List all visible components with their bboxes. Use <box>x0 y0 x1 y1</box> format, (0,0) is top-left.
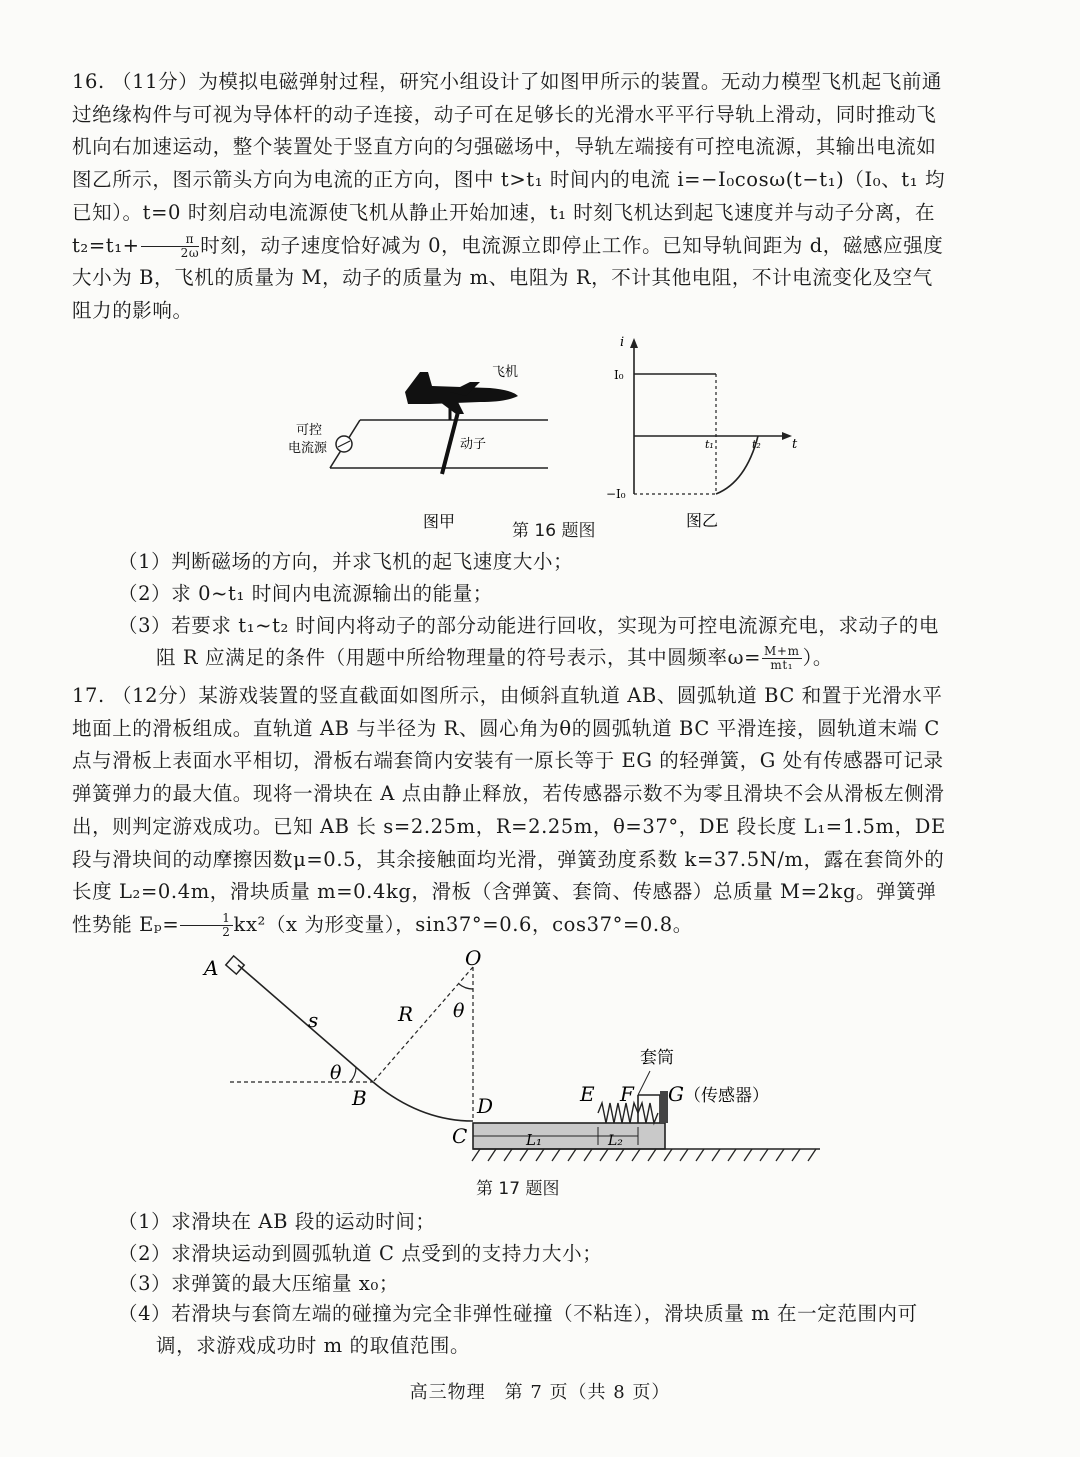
fig-b-caption: 图乙 <box>686 511 719 530</box>
q17-figure-caption: 第 17 题图 <box>476 1179 560 1199</box>
label-F: F <box>620 1082 634 1106</box>
source-label-1: 可控 <box>296 423 323 438</box>
q16-fraction: $\frac{\pi}{2\omega}$ <box>141 233 200 260</box>
label-L1: L₁ <box>526 1131 542 1149</box>
label-O: O <box>465 946 482 970</box>
label-R: R <box>398 1002 414 1026</box>
q17-figure <box>190 945 840 1175</box>
t1-label: t₁ <box>705 438 714 451</box>
page-footer: 高三物理 第 7 页（共 8 页） <box>409 1382 671 1403</box>
i-axis-label: i <box>620 335 625 350</box>
q16-figure-caption: 第 16 题图 <box>512 521 596 541</box>
label-L2: L₂ <box>608 1133 623 1149</box>
q16-sub3: （3）若要求 t₁~t₂ 时间内将动子的部分动能进行回收，实现为可控电流源充电，求动子的电 阻 R 应满足的条件（用题中所给物理量的符号表示，其中圆频率ω= $\frac{M+m}{\text{mt₁}}$ ）。 <box>118 614 939 672</box>
q17-sub1: （1）求滑块在 AB 段的运动时间； <box>118 1210 436 1233</box>
t-axis-label: t <box>792 437 798 452</box>
q17-fraction: $\frac{1}{2}$ <box>180 912 232 939</box>
fig-a-caption: 图甲 <box>423 512 456 531</box>
label-A: A <box>204 956 219 980</box>
label-sensor: （传感器） <box>684 1086 769 1106</box>
label-E: E <box>580 1082 595 1106</box>
q17-body: （12分）某游戏装置的竖直截面如图所示，由倾斜直轨道 AB、圆弧轨道 BC 和置于光滑水平地面上的滑板组成。直轨道 AB 与半径为 R、圆心角为θ的圆弧轨道 BC 平滑连接，圆轨道末端 C 点与滑板上表面水平相切，滑板右端套筒内安装有一原长等于 EG 的轻弹簧，G 处有传感器可记录弹簧弹力的最大值。现将一滑块在 A 点由静止释放，若传感器示数不为零且滑块不会从滑板左侧滑出，则判定游戏成功。已知 AB 长 s=2.25m，R=2.25m，θ=37°，DE 段长度 L₁=1.5m，DE 段与滑块间的动摩擦因数μ=0.5，其余接触面均光滑，弹簧劲度系数 k=37.5N/m，露在套筒外的长度 L₂=0.4m，滑块质量 m=0.4kg，滑板（含弹簧、套筒、传感器）总质量 M=2kg。弹簧弹性势能 Eₚ= <box>72 684 946 936</box>
label-C: C <box>452 1124 468 1148</box>
q16-sub1: （1）判断磁场的方向，并求飞机的起飞速度大小； <box>118 550 574 573</box>
q16-body-end: 时刻，动子速度恰好减为 0，电流源立即停止工作。已知导轨间距为 d，磁感应强度大小为 B，飞机的质量为 M，动子的质量为 m、电阻为 R，不计其他电阻，不计电流变化及空气阻力的影响。 <box>72 233 944 322</box>
label-G: G <box>668 1082 684 1106</box>
q16-figure-a <box>280 350 580 540</box>
label-B: B <box>352 1086 367 1110</box>
q16-figure-b <box>600 332 810 538</box>
q17-sub4: （4）若滑块与套筒左端的碰撞为完全非弹性碰撞（不粘连），滑块质量 m 在一定范围内可 调，求游戏成功时 m 的取值范围。 <box>118 1302 918 1357</box>
label-theta-B: θ <box>330 1062 342 1084</box>
omega-fraction: $\frac{M+m}{\text{mt₁}}$ <box>764 644 800 672</box>
label-s: s <box>308 1008 319 1032</box>
label-sleeve: 套筒 <box>640 1048 674 1068</box>
t2-label: t₂ <box>752 438 761 451</box>
q16-text <box>72 66 952 328</box>
q16-sub2: （2）求 0~t₁ 时间内电流源输出的能量； <box>118 582 493 605</box>
I0-label: I₀ <box>614 368 624 382</box>
q17-sub3: （3）求弹簧的最大压缩量 x₀； <box>118 1272 400 1295</box>
plane-label: 飞机 <box>492 365 519 380</box>
label-D: D <box>477 1094 494 1118</box>
rod-label: 动子 <box>460 437 487 452</box>
q17-text <box>72 680 952 942</box>
label-theta-O: θ <box>453 1000 465 1022</box>
q17-body-end: kx²（x 为形变量），sin37°=0.6，cos37°=0.8。 <box>233 912 693 936</box>
neg-I0-label: −I₀ <box>606 487 626 501</box>
q16-number: 16. <box>72 70 105 93</box>
q17-sub2: （2）求滑块运动到圆弧轨道 C 点受到的支持力大小； <box>118 1242 603 1265</box>
source-label-2: 电流源 <box>288 441 328 456</box>
q16-body: （11分）为模拟电磁弹射过程，研究小组设计了如图甲所示的装置。无动力模型飞机起飞前通过绝缘构件与可视为导体杆的动子连接，动子可在足够长的光滑水平平行导轨上滑动，同时推动飞机向右加速运动，整个装置处于竖直方向的匀强磁场中，导轨左端接有可控电流源，其输出电流如图乙所示，图示箭头方向为电流的正方向，图中 t>t₁ 时间内的电流 i=−I₀cosω(t−t₁)（I₀、t₁ 均已知）。t=0 时刻启动电流源使飞机从静止开始加速，t₁ 时刻飞机达到起飞速度并与动子分离，在 t₂=t₁+ <box>72 70 946 257</box>
q17-number: 17. <box>72 684 105 707</box>
